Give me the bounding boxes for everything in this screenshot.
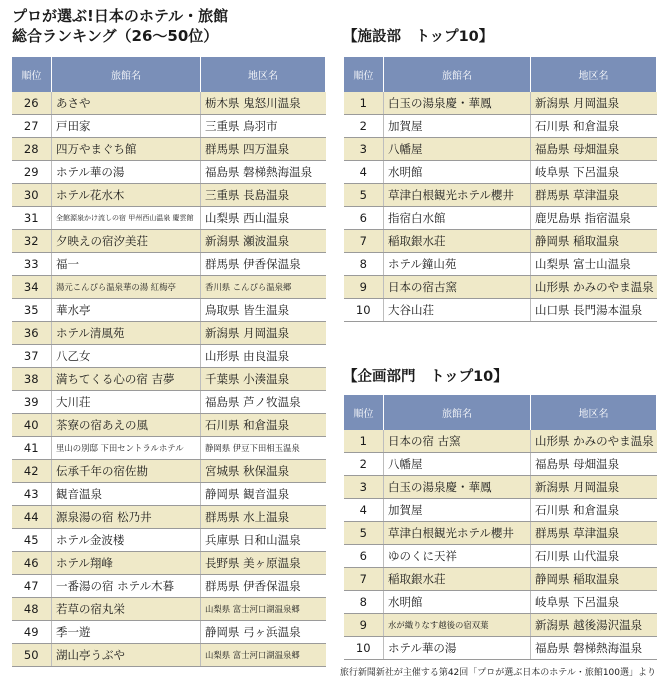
table-row (12, 529, 326, 552)
name-cell: ホテル華の湯 (384, 637, 531, 660)
table-row (344, 430, 657, 453)
region-cell: 山形県 かみのやま温泉 (531, 430, 657, 453)
name-cell: 全館源泉かけ流しの宿 甲州西山温泉 慶雲館 (52, 207, 201, 230)
name-cell: 一番湯の宿 ホテル木暮 (52, 575, 201, 598)
table-row (12, 253, 326, 276)
rank-cell: 27 (12, 115, 52, 138)
table-row (344, 522, 657, 545)
region-cell: 新潟県 月岡温泉 (531, 476, 657, 499)
table-row (12, 460, 326, 483)
region-cell: 山梨県 富士山温泉 (531, 253, 657, 276)
table-row (12, 598, 326, 621)
rank-cell: 29 (12, 161, 52, 184)
region-cell: 群馬県 伊香保温泉 (201, 253, 326, 276)
table-row (344, 568, 657, 591)
table-row (344, 138, 657, 161)
table-row (344, 591, 657, 614)
name-cell: ホテル鐘山苑 (384, 253, 531, 276)
table-row (12, 621, 326, 644)
header-name: 旅館名 (384, 57, 531, 92)
rank-cell: 41 (12, 437, 52, 460)
rank-cell: 40 (12, 414, 52, 437)
region-cell: 福島県 磐梯熱海温泉 (201, 161, 326, 184)
rank-cell: 44 (12, 506, 52, 529)
name-cell: 四万やまぐち館 (52, 138, 201, 161)
table-row (344, 207, 657, 230)
table-row (12, 345, 326, 368)
name-cell: 華水亭 (52, 299, 201, 322)
table-row (12, 575, 326, 598)
region-cell: 岐阜県 下呂温泉 (531, 161, 657, 184)
rank-cell: 45 (12, 529, 52, 552)
rank-cell: 35 (12, 299, 52, 322)
main-title-line1: プロが選ぶ!日本のホテル・旅館 (12, 7, 229, 25)
table-row (12, 299, 326, 322)
name-cell: 福一 (52, 253, 201, 276)
region-cell: 静岡県 弓ヶ浜温泉 (201, 621, 326, 644)
region-cell: 石川県 和倉温泉 (531, 499, 657, 522)
header-region: 地区名 (531, 57, 657, 92)
region-cell: 新潟県 瀬波温泉 (201, 230, 326, 253)
table-header-row (344, 395, 657, 430)
rank-cell: 43 (12, 483, 52, 506)
name-cell: 観音温泉 (52, 483, 201, 506)
name-cell: ゆのくに天祥 (384, 545, 531, 568)
region-cell: 岐阜県 下呂温泉 (531, 591, 657, 614)
region-cell: 石川県 和倉温泉 (201, 414, 326, 437)
region-cell: 山形県 由良温泉 (201, 345, 326, 368)
table-row (12, 207, 326, 230)
rank-cell: 10 (344, 637, 384, 660)
table-row (12, 161, 326, 184)
region-cell: 福島県 母畑温泉 (531, 453, 657, 476)
name-cell: 白玉の湯泉慶・華鳳 (384, 476, 531, 499)
rank-cell: 10 (344, 299, 384, 322)
name-cell: ホテル金波楼 (52, 529, 201, 552)
rank-cell: 49 (12, 621, 52, 644)
table-row (344, 637, 657, 660)
name-cell: あさや (52, 92, 201, 115)
name-cell: 湖山亭うぶや (52, 644, 201, 667)
table-row (12, 138, 326, 161)
region-cell: 山形県 かみのやま温泉 (531, 276, 657, 299)
table-row (344, 184, 657, 207)
table-row (12, 184, 326, 207)
name-cell: ホテル華の湯 (52, 161, 201, 184)
rank-cell: 7 (344, 568, 384, 591)
region-cell: 長野県 美ヶ原温泉 (201, 552, 326, 575)
header-rank: 順位 (344, 57, 384, 92)
table-row (344, 614, 657, 637)
table-row (344, 545, 657, 568)
name-cell: 指宿白水館 (384, 207, 531, 230)
rank-cell: 4 (344, 499, 384, 522)
region-cell: 群馬県 草津温泉 (531, 184, 657, 207)
rank-cell: 47 (12, 575, 52, 598)
name-cell: 八幡屋 (384, 138, 531, 161)
rank-cell: 26 (12, 92, 52, 115)
name-cell: 茶寮の宿あえの風 (52, 414, 201, 437)
table-row (344, 276, 657, 299)
region-cell: 新潟県 月岡温泉 (201, 322, 326, 345)
region-cell: 新潟県 越後湯沢温泉 (531, 614, 657, 637)
region-cell: 香川県 こんぴら温泉郷 (201, 276, 326, 299)
region-cell: 山梨県 西山温泉 (201, 207, 326, 230)
name-cell: 源泉湯の宿 松乃井 (52, 506, 201, 529)
name-cell: 草津白根観光ホテル櫻井 (384, 184, 531, 207)
rank-cell: 33 (12, 253, 52, 276)
table-row (12, 644, 326, 667)
header-region: 地区名 (201, 57, 326, 92)
region-cell: 新潟県 月岡温泉 (531, 92, 657, 115)
rank-cell: 1 (344, 430, 384, 453)
table-header-row (344, 57, 657, 92)
rank-cell: 4 (344, 161, 384, 184)
name-cell: 里山の別邸 下田セントラルホテル (52, 437, 201, 460)
region-cell: 福島県 磐梯熱海温泉 (531, 637, 657, 660)
name-cell: 日本の宿古窯 (384, 276, 531, 299)
name-cell: 満ちてくる心の宿 吉夢 (52, 368, 201, 391)
table-header-row (12, 57, 326, 92)
main-title-line2: 総合ランキング（26〜50位） (12, 27, 219, 45)
region-cell: 山梨県 富士河口湖温泉郷 (201, 644, 326, 667)
name-cell: ホテル花水木 (52, 184, 201, 207)
name-cell: 水が織りなす越後の宿双葉 (384, 614, 531, 637)
region-cell: 静岡県 伊豆下田相玉温泉 (201, 437, 326, 460)
name-cell: 加賀屋 (384, 499, 531, 522)
rank-cell: 37 (12, 345, 52, 368)
rank-cell: 5 (344, 184, 384, 207)
facilities-title: 【施設部 トップ10】 (343, 29, 494, 45)
name-cell: 稲取銀水荘 (384, 230, 531, 253)
region-cell: 三重県 長島温泉 (201, 184, 326, 207)
name-cell: 加賀屋 (384, 115, 531, 138)
name-cell: ホテル翔峰 (52, 552, 201, 575)
planning-table (343, 395, 657, 660)
region-cell: 群馬県 四万温泉 (201, 138, 326, 161)
table-row (12, 437, 326, 460)
table-row (344, 115, 657, 138)
region-cell: 鳥取県 皆生温泉 (201, 299, 326, 322)
header-name: 旅館名 (52, 57, 201, 92)
rank-cell: 6 (344, 207, 384, 230)
region-cell: 福島県 母畑温泉 (531, 138, 657, 161)
table-row (344, 453, 657, 476)
region-cell: 三重県 鳥羽市 (201, 115, 326, 138)
table-row (344, 499, 657, 522)
table-row (344, 476, 657, 499)
name-cell: 日本の宿 古窯 (384, 430, 531, 453)
planning-title: 【企画部門 トップ10】 (343, 369, 508, 385)
region-cell: 静岡県 稲取温泉 (531, 568, 657, 591)
region-cell: 鹿児島県 指宿温泉 (531, 207, 657, 230)
table-row (344, 253, 657, 276)
table-row (12, 276, 326, 299)
region-cell: 福島県 芦ノ牧温泉 (201, 391, 326, 414)
table-row (12, 506, 326, 529)
table-row (12, 552, 326, 575)
rank-cell: 32 (12, 230, 52, 253)
region-cell: 山梨県 富士河口湖温泉郷 (201, 598, 326, 621)
table-row (12, 322, 326, 345)
name-cell: 水明館 (384, 161, 531, 184)
table-row (344, 161, 657, 184)
name-cell: 八乙女 (52, 345, 201, 368)
name-cell: ホテル清風苑 (52, 322, 201, 345)
rank-cell: 50 (12, 644, 52, 667)
facilities-table (343, 57, 657, 322)
rank-cell: 38 (12, 368, 52, 391)
planning-body (344, 430, 657, 660)
header-rank: 順位 (12, 57, 52, 92)
name-cell: 草津白根観光ホテル櫻井 (384, 522, 531, 545)
table-row (12, 414, 326, 437)
name-cell: 季一遊 (52, 621, 201, 644)
region-cell: 静岡県 稲取温泉 (531, 230, 657, 253)
rank-cell: 31 (12, 207, 52, 230)
rank-cell: 46 (12, 552, 52, 575)
rank-cell: 3 (344, 138, 384, 161)
overall-ranking-table (11, 57, 326, 667)
region-cell: 栃木県 鬼怒川温泉 (201, 92, 326, 115)
name-cell: 稲取銀水荘 (384, 568, 531, 591)
rank-cell: 8 (344, 253, 384, 276)
header-name: 旅館名 (384, 395, 531, 430)
header-region: 地区名 (531, 395, 657, 430)
rank-cell: 6 (344, 545, 384, 568)
region-cell: 石川県 和倉温泉 (531, 115, 657, 138)
rank-cell: 7 (344, 230, 384, 253)
rank-cell: 8 (344, 591, 384, 614)
rank-cell: 2 (344, 115, 384, 138)
table-row (344, 230, 657, 253)
table-row (12, 391, 326, 414)
rank-cell: 5 (344, 522, 384, 545)
rank-cell: 2 (344, 453, 384, 476)
region-cell: 兵庫県 日和山温泉 (201, 529, 326, 552)
table-row (12, 230, 326, 253)
facilities-body (344, 92, 657, 322)
name-cell: 水明館 (384, 591, 531, 614)
name-cell: 伝承千年の宿佐勘 (52, 460, 201, 483)
rank-cell: 34 (12, 276, 52, 299)
rank-cell: 30 (12, 184, 52, 207)
table-row (12, 115, 326, 138)
region-cell: 石川県 山代温泉 (531, 545, 657, 568)
name-cell: 白玉の湯泉慶・華鳳 (384, 92, 531, 115)
table-row (344, 299, 657, 322)
table-row (12, 368, 326, 391)
region-cell: 宮城県 秋保温泉 (201, 460, 326, 483)
rank-cell: 9 (344, 276, 384, 299)
region-cell: 群馬県 伊香保温泉 (201, 575, 326, 598)
name-cell: 八幡屋 (384, 453, 531, 476)
name-cell: 大川荘 (52, 391, 201, 414)
name-cell: 大谷山荘 (384, 299, 531, 322)
rank-cell: 3 (344, 476, 384, 499)
rank-cell: 42 (12, 460, 52, 483)
rank-cell: 1 (344, 92, 384, 115)
rank-cell: 36 (12, 322, 52, 345)
name-cell: 湯元こんぴら温泉華の湯 紅梅亭 (52, 276, 201, 299)
header-rank: 順位 (344, 395, 384, 430)
region-cell: 山口県 長門湯本温泉 (531, 299, 657, 322)
table-row (12, 483, 326, 506)
region-cell: 千葉県 小湊温泉 (201, 368, 326, 391)
table-row (12, 92, 326, 115)
region-cell: 群馬県 水上温泉 (201, 506, 326, 529)
table-row (344, 92, 657, 115)
name-cell: 戸田家 (52, 115, 201, 138)
name-cell: 若草の宿丸栄 (52, 598, 201, 621)
region-cell: 静岡県 観音温泉 (201, 483, 326, 506)
rank-cell: 48 (12, 598, 52, 621)
rank-cell: 39 (12, 391, 52, 414)
overall-ranking-body (12, 92, 326, 667)
name-cell: 夕映えの宿汐美荘 (52, 230, 201, 253)
region-cell: 群馬県 草津温泉 (531, 522, 657, 545)
rank-cell: 9 (344, 614, 384, 637)
rank-cell: 28 (12, 138, 52, 161)
source-footnote: 旅行新聞新社が主催する第42回「プロが選ぶ日本のホテル・旅館100選」より (339, 668, 656, 678)
